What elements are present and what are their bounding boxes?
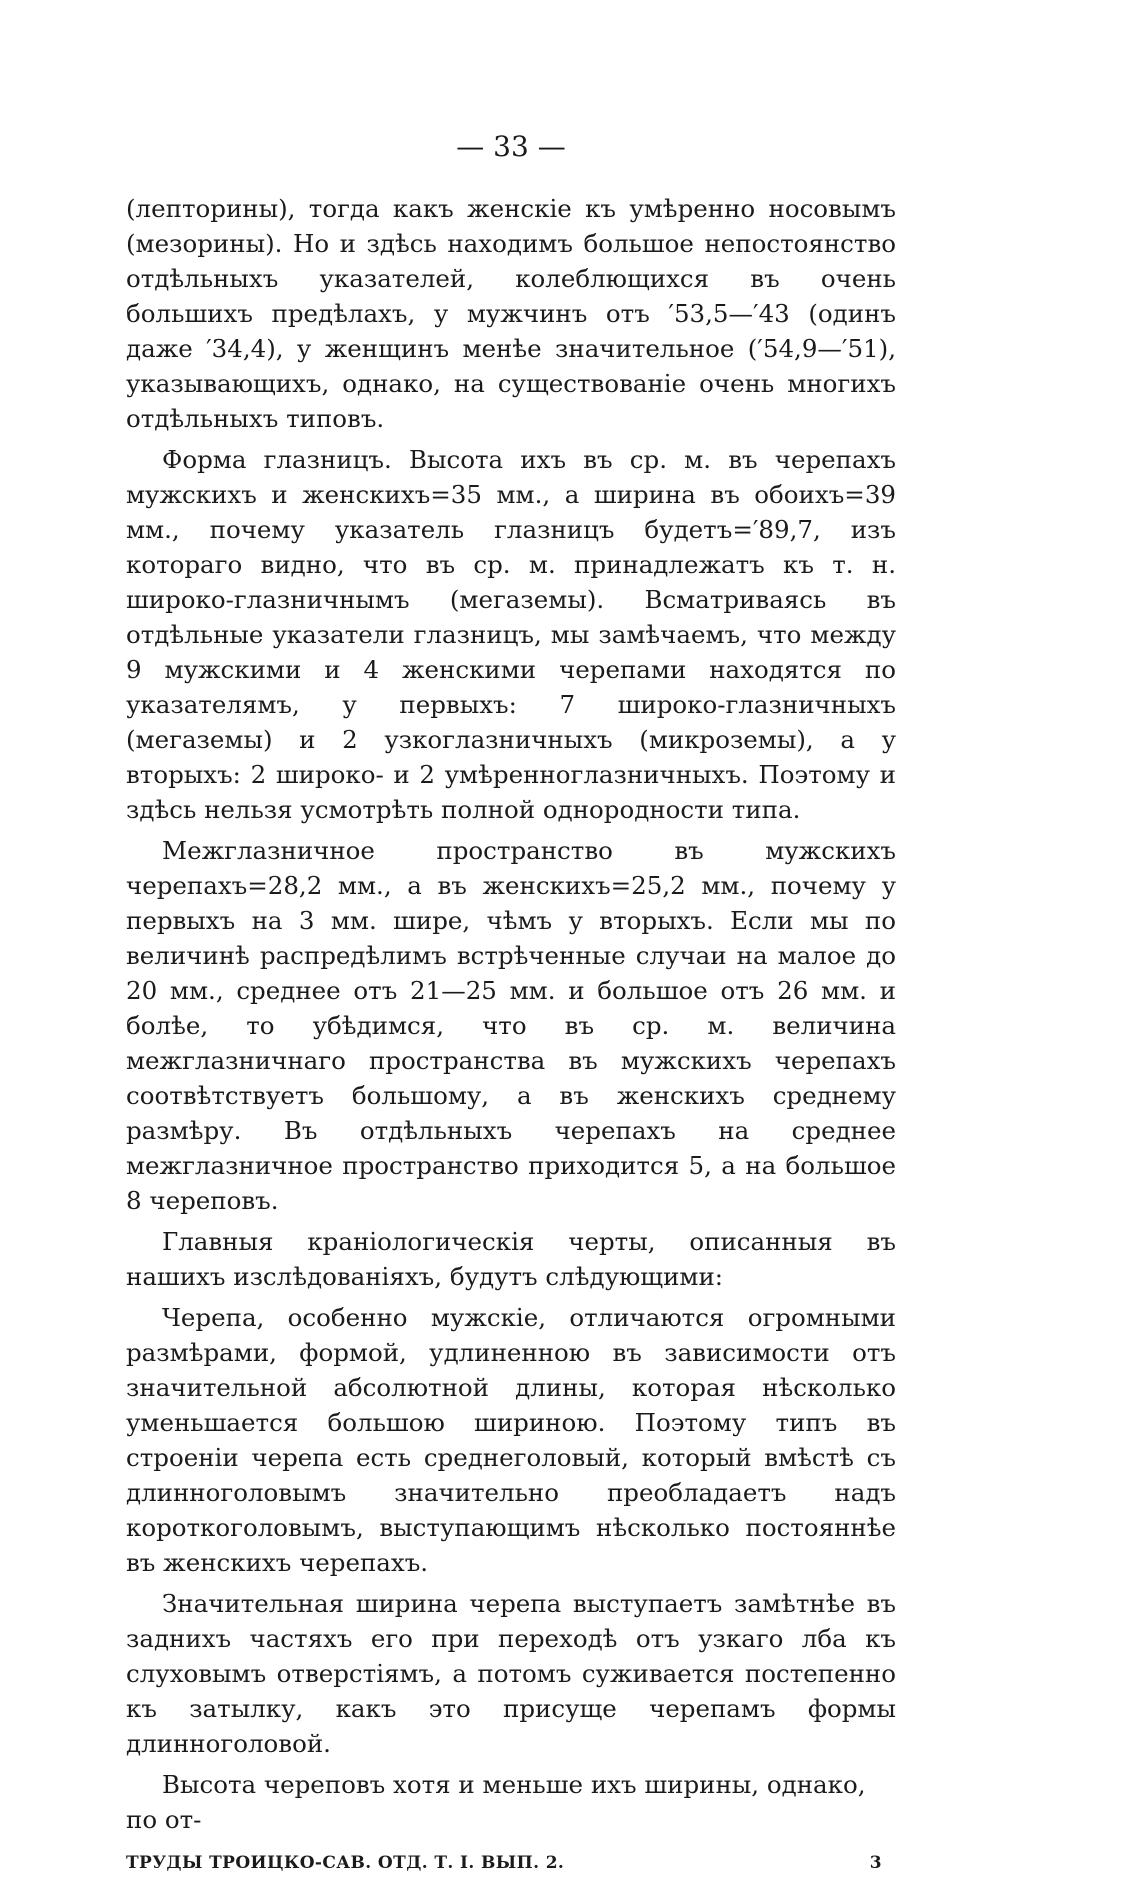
page-number: — 33 — (456, 130, 566, 163)
paragraph: (лепторины), тогда какъ женскіе къ умѣренно носовымъ (мезорины). Но и здѣсь находимъ большое непостоянство отдѣльныхъ указателей, колеблющихся въ очень большихъ предѣлахъ, у мужчинъ отъ ′53,5—′43 (одинъ даже ′34,4), у женщинъ менѣе значительное (′54,9—′51), указывающихъ, однако, на существованіе очень многихъ отдѣльныхъ типовъ. (126, 194, 896, 433)
footer-title: ТРУДЫ ТРОИЦКО-САВ. ОТД. Т. I. ВЫП. 2. (126, 1853, 565, 1873)
footer (126, 1853, 896, 1877)
paragraph: Главныя краніологическія черты, описанныя въ нашихъ изслѣдованіяхъ, будутъ слѣдующими: (126, 1227, 896, 1291)
paragraph: Значительная ширина черепа выступаетъ замѣтнѣе въ заднихъ частяхъ его при переходѣ отъ узкаго лба къ слуховымъ отверстіямъ, а потомъ суживается постепенно къ затылку, какъ это присуще черепамъ формы длинноголовой. (126, 1589, 896, 1758)
paragraph: Черепа, особенно мужскіе, отличаются огромными размѣрами, формой, удлиненною въ зависимости отъ значительной абсолютной длины, которая нѣсколько уменьшается большою шириною. Поэтому типъ въ строеніи черепа есть среднеголовый, который вмѣстѣ съ длинноголовымъ значительно преобладаетъ надъ короткоголовымъ, выступающимъ нѣсколько постояннѣе въ женскихъ черепахъ. (126, 1303, 896, 1577)
paragraph: Высота череповъ хотя и меньше ихъ ширины, однако, по от- (126, 1770, 866, 1834)
paragraph: Межглазничное пространство въ мужскихъ черепахъ=28,2 мм., а въ женскихъ=25,2 мм., почему у первыхъ на 3 мм. шире, чѣмъ у вторыхъ. Если мы по величинѣ распредѣлимъ встрѣченные случаи на малое до 20 мм., среднее отъ 21—25 мм. и большое отъ 26 мм. и болѣе, то убѣдимся, что въ ср. м. величина межглазничнаго пространства въ мужскихъ черепахъ соотвѣтствуетъ большому, а въ женскихъ среднему размѣру. Въ отдѣльныхъ черепахъ на среднее межглазничное пространство приходится 5, а на большое 8 череповъ. (126, 836, 896, 1215)
signature-mark: 3 (869, 1853, 882, 1873)
body-text (126, 191, 896, 1837)
page (126, 130, 896, 1877)
paragraph: Форма глазницъ. Высота ихъ въ ср. м. въ черепахъ мужскихъ и женскихъ=35 мм., а ширина въ обоихъ=39 мм., почему указатель глазницъ будетъ=′89,7, изъ котораго видно, что въ ср. м. принадлежатъ къ т. н. широко-глазничнымъ (мегаземы). Всматриваясь въ отдѣльные указатели глазницъ, мы замѣчаемъ, что между 9 мужскими и 4 женскими черепами находятся по указателямъ, у первыхъ: 7 широко-глазничныхъ (мегаземы) и 2 узкоглазничныхъ (микроземы), а у вторыхъ: 2 широко- и 2 умѣренноглазничныхъ. Поэтому и здѣсь нельзя усмотрѣть полной однородности типа. (126, 445, 896, 824)
